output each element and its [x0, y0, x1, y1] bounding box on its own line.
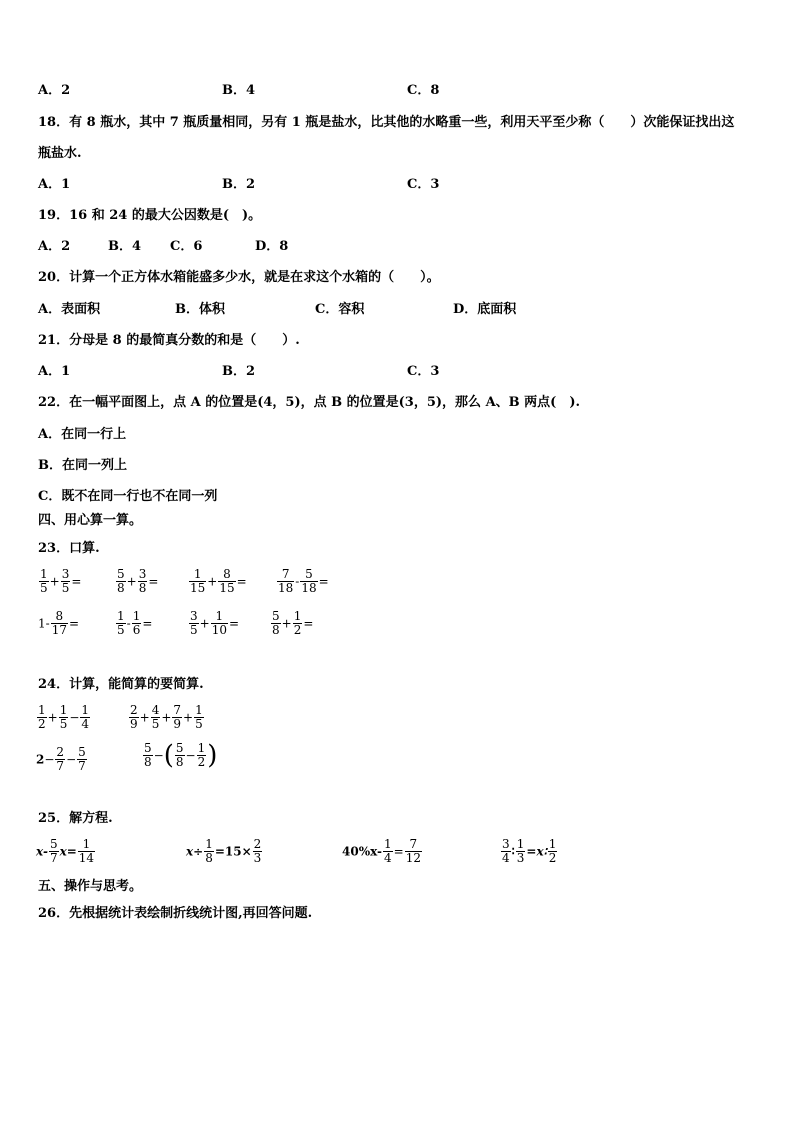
q23-text: 23．口算. — [38, 541, 100, 556]
q18-text-line2: 瓶盐水. — [38, 146, 82, 161]
q23-expr-1: $\frac{1}{5}$ + $\frac{3}{5}$ = — [40, 567, 82, 595]
q17-option-a[interactable]: A．2 — [38, 83, 71, 98]
q19-option-d[interactable]: D．8 — [255, 239, 289, 254]
q25-eq-4: $\frac{3}{4}$ ∶ $\frac{1}{3}$ =x∶ $\frac{1}{2}$ — [502, 837, 557, 865]
q17-option-c[interactable]: C．8 — [407, 83, 440, 98]
q25-eq-2: x÷ $\frac{1}{8}$ =15× $\frac{2}{3}$ — [186, 837, 262, 865]
section-4-heading: 四、用心算一算。 — [38, 513, 143, 528]
q24-expr-3: 2− $\frac{2}{7}$ − $\frac{5}{7}$ — [36, 745, 86, 773]
q19-option-a[interactable]: A．2 — [38, 239, 71, 254]
q23-expr-6: $\frac{1}{5}$ - $\frac{1}{6}$ = — [117, 609, 153, 637]
q23-expr-5: 1- $\frac{8}{17}$ = — [38, 609, 80, 637]
q24-expr-1: $\frac{1}{2}$ + $\frac{1}{5}$ − $\frac{1}{4}$ — [38, 703, 90, 731]
q23-expr-7: $\frac{3}{5}$ + $\frac{1}{10}$ = — [190, 609, 240, 637]
q23-expr-2: $\frac{5}{8}$ + $\frac{3}{8}$ = — [117, 567, 159, 595]
q20-option-d[interactable]: D．底面积 — [453, 302, 517, 317]
q19-option-b[interactable]: B．4 — [108, 239, 142, 254]
q18-option-a[interactable]: A．1 — [38, 177, 71, 192]
section-5-heading: 五、操作与思考。 — [38, 879, 143, 894]
q18-option-c[interactable]: C．3 — [407, 177, 440, 192]
q21-text: 21．分母是 8 的最简真分数的和是（ ）. — [38, 333, 300, 348]
q22-option-b[interactable]: B．在同一列上 — [38, 458, 127, 473]
q24-expr-2: $\frac{2}{9}$ + $\frac{4}{5}$ + $\frac{7}{9}$ + $\frac{1}{5}$ — [130, 703, 203, 731]
q18-text-line1: 18．有 8 瓶水，其中 7 瓶质量相同，另有 1 瓶是盐水，比其他的水略重一些，利用天平至少称（ ）次能保证找出这 — [38, 115, 735, 130]
q22-text: 22．在一幅平面图上，点 A 的位置是(4，5)，点 B 的位置是(3，5)，那么 A、B 两点( ). — [38, 395, 581, 410]
q23-expr-3: $\frac{1}{15}$ + $\frac{8}{15}$ = — [190, 567, 247, 595]
q20-option-a[interactable]: A．表面积 — [38, 302, 101, 317]
q20-option-c[interactable]: C．容积 — [315, 302, 365, 317]
q21-option-a[interactable]: A．1 — [38, 364, 71, 379]
q19-text: 19．16 和 24 的最大公因数是( )。 — [38, 208, 262, 223]
q21-option-c[interactable]: C．3 — [407, 364, 440, 379]
q24-expr-4: $\frac{5}{8}$ −( $\frac{5}{8}$ − $\frac{1}{2}$ ) — [144, 740, 218, 771]
q20-option-b[interactable]: B．体积 — [175, 302, 225, 317]
q19-option-c[interactable]: C．6 — [170, 239, 203, 254]
q18-option-b[interactable]: B．2 — [222, 177, 256, 192]
q22-option-a[interactable]: A．在同一行上 — [38, 427, 127, 442]
q23-expr-8: $\frac{5}{8}$ + $\frac{1}{2}$ = — [272, 609, 314, 637]
q26-text: 26．先根据统计表绘制折线统计图,再回答问题. — [38, 906, 313, 921]
q20-text: 20．计算一个正方体水箱能盛多少水，就是在求这个水箱的（ ）。 — [38, 270, 440, 285]
q25-text: 25．解方程. — [38, 811, 113, 826]
q23-expr-4: $\frac{7}{18}$ - $\frac{5}{18}$ = — [278, 567, 329, 595]
q24-text: 24．计算，能简算的要简算. — [38, 677, 204, 692]
q17-option-b[interactable]: B．4 — [222, 83, 256, 98]
q25-eq-1: x- $\frac{5}{7}$ x= $\frac{1}{14}$ — [36, 837, 95, 865]
q25-eq-3: 40%x- $\frac{1}{4}$ = $\frac{7}{12}$ — [342, 837, 422, 865]
q22-option-c[interactable]: C．既不在同一行也不在同一列 — [38, 489, 218, 504]
q21-option-b[interactable]: B．2 — [222, 364, 256, 379]
